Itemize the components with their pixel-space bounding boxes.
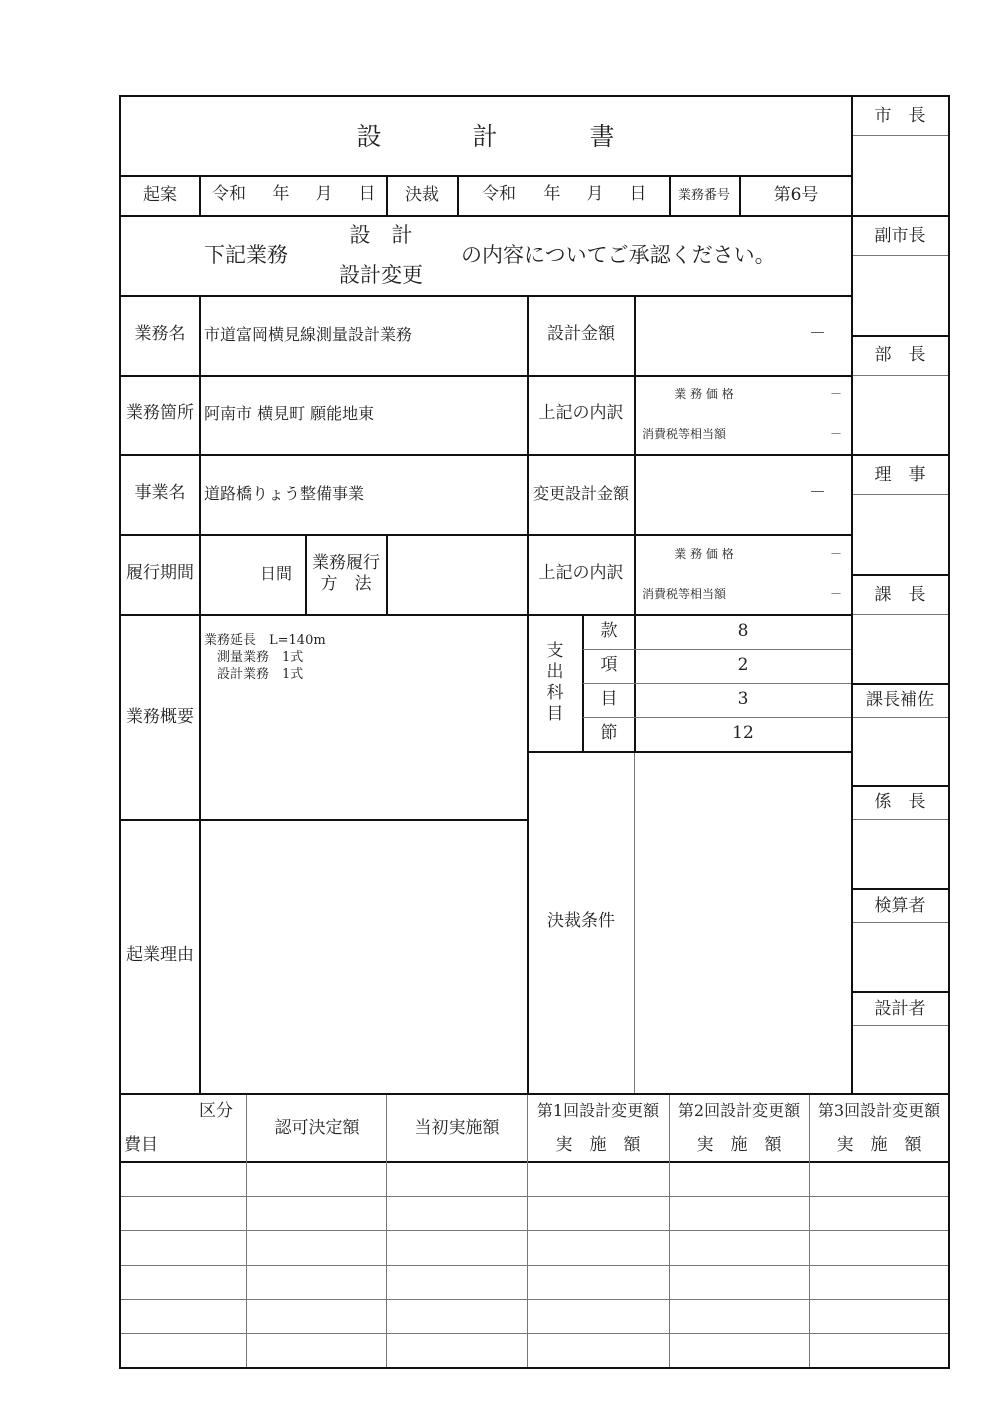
kessai-joken-thin-line — [634, 753, 635, 1093]
gyomu-bango-value: 第6号 — [773, 185, 819, 205]
approval-bucho: 部 長 — [874, 345, 926, 365]
sekkei-kingaku-value: － — [809, 324, 826, 344]
cost-col-5 — [809, 1095, 810, 1367]
uchiwake2-tax-value: － — [829, 587, 842, 601]
kigyo-riyu-label: 起業理由 — [126, 945, 194, 965]
kian-era: 令和 — [212, 184, 246, 204]
approval-kacho-hosa: 課長補佐 — [866, 690, 934, 710]
cost-row-3 — [121, 1265, 948, 1266]
row-line-cost-header — [119, 1161, 950, 1163]
uchiwake2-price-value: － — [829, 547, 842, 561]
shishutsu-row-line-1 — [583, 649, 851, 650]
header-sep-3 — [457, 175, 459, 216]
approval-thin-7 — [853, 819, 948, 820]
gyomu-mei-label: 業務名 — [134, 324, 186, 344]
approval-kensansha: 検算者 — [874, 896, 926, 916]
approval-thin-4 — [853, 494, 948, 495]
row-line-title — [119, 175, 852, 177]
cost-row-1 — [121, 1196, 948, 1197]
uchiwake2-label: 上記の内訳 — [538, 563, 624, 583]
frame-left — [119, 95, 121, 1369]
cost-kubun-label: 区分 — [199, 1101, 233, 1121]
kessai-year: 年 — [543, 184, 561, 204]
cost-col-henko1: 第1回設計変更額 — [536, 1101, 660, 1120]
approval-line-5 — [851, 683, 949, 685]
uchiwake2-tax-label: 消費税等相当額 — [642, 587, 727, 601]
title-char-2: 計 — [472, 122, 500, 151]
gaiyo-line-3: 設計業務 1式 — [204, 667, 304, 682]
cost-row-2 — [121, 1230, 948, 1231]
request-option-design: 設 計 — [349, 223, 413, 247]
row-line-request — [119, 295, 852, 297]
cost-col-henko2-jissi: 実 施 額 — [696, 1135, 782, 1155]
cost-col-ninka: 認可決定額 — [274, 1118, 360, 1138]
rikou-sep-2 — [386, 534, 388, 615]
approval-shicho: 市 長 — [874, 106, 926, 126]
approval-thin-5 — [853, 614, 948, 615]
kessai-joken-label: 決裁条件 — [547, 911, 615, 931]
kessai-era: 令和 — [482, 184, 516, 204]
frame-right — [948, 95, 950, 1369]
uchiwake1-price-label: 業 務 価 格 — [674, 387, 734, 401]
header-sep-1 — [199, 175, 201, 216]
approval-thin-3 — [853, 375, 948, 376]
title-char-3: 書 — [589, 122, 617, 151]
row-line-2 — [119, 454, 852, 456]
cost-col-3 — [527, 1095, 528, 1367]
row-line-gaiyo-bottom — [119, 819, 528, 821]
setsu-value: 12 — [732, 723, 754, 743]
frame-bottom — [119, 1367, 950, 1369]
kan-label: 款 — [600, 621, 618, 641]
kian-month: 月 — [315, 184, 333, 204]
setsu-label: 節 — [600, 723, 618, 743]
moku-value: 3 — [737, 689, 749, 709]
request-suffix: の内容についてご承認ください。 — [461, 243, 776, 267]
approval-fukushicho: 副市長 — [874, 226, 926, 246]
gyomu-kasho-label: 業務箇所 — [126, 403, 194, 423]
cost-col-2 — [386, 1095, 387, 1367]
approval-column-border — [851, 95, 853, 1095]
cost-col-henko3-jissi: 実 施 額 — [836, 1135, 922, 1155]
kian-year: 年 — [272, 184, 290, 204]
header-sep-4 — [669, 175, 671, 216]
approval-sekkeisha: 設計者 — [874, 999, 926, 1019]
label-col-border — [199, 295, 201, 1095]
henko-kingaku-label: 変更設計金額 — [532, 484, 630, 503]
gaiyo-line-2: 測量業務 1式 — [204, 650, 304, 665]
jigyo-mei-label: 事業名 — [134, 483, 186, 503]
kou-value: 2 — [737, 655, 749, 675]
uchiwake1-label: 上記の内訳 — [538, 403, 624, 423]
gaiyo-label: 業務概要 — [126, 707, 194, 727]
approval-line-4 — [851, 574, 949, 576]
row-line-3 — [119, 534, 852, 536]
approval-line-8 — [851, 991, 949, 993]
kian-label: 起案 — [143, 185, 177, 205]
gaiyo-line-1: 業務延長 L=140m — [204, 633, 326, 648]
approval-thin-8 — [853, 922, 948, 923]
approval-line-1 — [851, 215, 949, 217]
right-label-border — [634, 295, 636, 615]
shishutsu-row-line-3 — [583, 717, 851, 718]
kessai-month: 月 — [586, 184, 604, 204]
rikou-houhou-label-1: 業務履行 — [312, 553, 380, 573]
uchiwake1-price-value: － — [829, 387, 842, 401]
cost-row-5 — [121, 1333, 948, 1334]
approval-kacho: 課 長 — [874, 585, 926, 605]
gyomu-kasho-value: 阿南市 横見町 願能地東 — [204, 404, 375, 423]
shishutsu-row-line-2 — [583, 683, 851, 684]
rikou-houhou-label-2: 方 法 — [320, 574, 372, 594]
cost-col-henko3: 第3回設計変更額 — [817, 1101, 941, 1120]
title-char-1: 設 — [356, 122, 384, 151]
approval-line-6 — [851, 785, 949, 787]
row-line-header — [119, 215, 852, 217]
cost-col-4 — [669, 1095, 670, 1367]
approval-kakaricho: 係 長 — [874, 792, 926, 812]
frame-top — [119, 95, 950, 97]
kessai-label: 決裁 — [405, 185, 439, 205]
approval-riji: 理 事 — [874, 465, 926, 485]
approval-thin-6 — [853, 717, 948, 718]
header-sep-2 — [386, 175, 388, 216]
moku-label: 目 — [600, 689, 618, 709]
cost-col-henko1-jissi: 実 施 額 — [555, 1135, 641, 1155]
uchiwake2-price-label: 業 務 価 格 — [674, 547, 734, 561]
approval-thin-2 — [853, 255, 948, 256]
row-line-main-bottom — [119, 1093, 950, 1095]
sekkei-kingaku-label: 設計金額 — [547, 324, 615, 344]
row-line-1 — [119, 375, 852, 377]
cost-col-tosho: 当初実施額 — [414, 1118, 500, 1138]
mid-col-border — [527, 295, 529, 1095]
cost-col-1 — [246, 1095, 247, 1367]
request-option-change: 設計変更 — [339, 263, 423, 287]
cost-col-henko2: 第2回設計変更額 — [677, 1101, 801, 1120]
cost-row-4 — [121, 1299, 948, 1300]
uchiwake1-tax-label: 消費税等相当額 — [642, 427, 727, 441]
shishutsu-label: 支 出 科 目 — [546, 641, 564, 724]
approval-line-2 — [851, 335, 949, 337]
approval-thin-1 — [853, 135, 948, 136]
rikou-sep-1 — [305, 534, 307, 615]
row-line-4 — [119, 614, 852, 616]
request-prefix: 下記業務 — [204, 243, 288, 267]
approval-line-7 — [851, 888, 949, 890]
header-sep-5 — [739, 175, 741, 216]
uchiwake1-tax-value: － — [829, 427, 842, 441]
rikou-kikan-unit: 日間 — [260, 564, 293, 583]
kian-day: 日 — [358, 184, 376, 204]
kan-value: 8 — [737, 621, 749, 641]
gyomu-mei-value: 市道富岡横見線測量設計業務 — [204, 325, 413, 344]
gyomu-bango-label: 業務番号 — [677, 188, 731, 203]
kou-label: 項 — [600, 655, 618, 675]
row-line-shishutsu-bottom — [527, 751, 852, 753]
approval-thin-9 — [853, 1025, 948, 1026]
henko-kingaku-value: － — [809, 483, 826, 503]
jigyo-mei-value: 道路橋りょう整備事業 — [204, 484, 365, 503]
rikou-kikan-label: 履行期間 — [126, 563, 194, 583]
kessai-day: 日 — [629, 184, 647, 204]
approval-line-3 — [851, 454, 949, 456]
cost-himoku-label: 費目 — [124, 1135, 158, 1155]
